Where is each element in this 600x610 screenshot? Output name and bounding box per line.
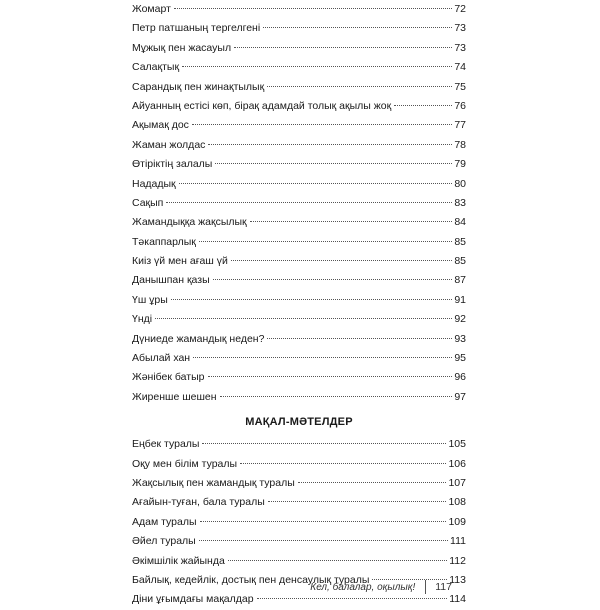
toc-entry-title: Өтіріктің залалы: [132, 158, 213, 171]
dot-leader: [250, 221, 453, 222]
running-footer-title: Кел, балалар, оқылық!: [310, 581, 416, 593]
toc-entry-title: Дүниеде жамандық неден?: [132, 332, 265, 345]
toc-entry-title: Әйел туралы: [132, 535, 196, 548]
dot-leader: [192, 124, 452, 125]
toc-entry-page: 106: [448, 457, 466, 470]
toc-entry-page: 105: [448, 438, 466, 451]
toc-entry-page: 93: [454, 332, 466, 345]
toc-entry: [132, 493, 466, 512]
toc-entry-page: 77: [454, 119, 466, 132]
toc-entry: [132, 155, 466, 174]
toc-entry-page: 113: [449, 573, 466, 586]
toc-entry-title: Данышпан қазы: [132, 274, 210, 287]
toc-entry: [132, 435, 466, 454]
dot-leader: [394, 105, 452, 106]
toc-entry: [132, 19, 466, 38]
toc-entry: [132, 213, 466, 232]
toc-entry-title: Айуанның естісі көп, бірақ адамдай толық ақылы жоқ: [132, 99, 392, 112]
toc-entry: [132, 252, 466, 271]
toc-entry-page: 109: [448, 515, 466, 528]
toc-entry: [132, 310, 466, 329]
toc-entry-title: Әкімшілік жайында: [132, 554, 225, 567]
toc-entry-page: 107: [448, 476, 466, 489]
toc-entry-title: Жиренше шешен: [132, 390, 217, 403]
toc-entry-page: 73: [454, 41, 466, 54]
toc-entry: [132, 271, 466, 290]
toc-entry: [132, 116, 466, 135]
toc-entry-title: Еңбек туралы: [132, 438, 200, 451]
dot-leader: [193, 357, 452, 358]
section-heading: МАҚАЛ-МӘТЕЛДЕР: [245, 416, 353, 429]
toc-entry-title: Жақсылық пен жамандық туралы: [132, 476, 295, 489]
toc-entry-page: 73: [454, 22, 466, 35]
toc-entry-page: 114: [449, 593, 466, 606]
dot-leader: [166, 202, 452, 203]
dot-leader: [215, 163, 452, 164]
toc-entry: [132, 513, 466, 532]
dot-leader: [199, 540, 448, 541]
dot-leader: [231, 260, 452, 261]
page-footer: [310, 579, 452, 595]
toc-entry: [132, 455, 466, 474]
toc-entry-page: 96: [454, 371, 466, 384]
toc-entry-title: Жаман жолдас: [132, 138, 206, 151]
dot-leader: [208, 144, 452, 145]
toc-entry: [132, 330, 466, 349]
dot-leader: [298, 482, 447, 483]
toc-entry-title: Киіз үй мен ағаш үй: [132, 255, 228, 268]
toc-entry-page: 91: [454, 293, 466, 306]
toc-entry-page: 84: [454, 216, 466, 229]
dot-leader: [182, 66, 452, 67]
toc-entry: [132, 291, 466, 310]
dot-leader: [228, 560, 447, 561]
toc-entry-title: Діни ұғымдағы мақалдар: [132, 593, 254, 606]
toc-entry-title: Оқу мен білім туралы: [132, 457, 238, 470]
toc-entry-title: Салақтық: [132, 61, 180, 74]
toc-entry-title: Абылай хан: [132, 352, 191, 365]
dot-leader: [202, 443, 446, 444]
toc-entry: [132, 136, 466, 155]
dot-leader: [174, 8, 452, 9]
toc-entry-page: 108: [448, 496, 466, 509]
toc-entry-title: Жамандыққа жақсылық: [132, 216, 247, 229]
toc-entry: [132, 388, 466, 407]
dot-leader: [200, 521, 447, 522]
toc-entry-page: 76: [454, 99, 466, 112]
toc-entry-title: Ақымақ дос: [132, 119, 189, 132]
toc-entry: [132, 233, 466, 252]
dot-leader: [179, 183, 453, 184]
toc-entry: [132, 194, 466, 213]
toc-entry: [132, 552, 466, 571]
toc-entry-page: 78: [454, 138, 466, 151]
dot-leader: [267, 338, 452, 339]
toc-entry-title: Үш ұры: [132, 293, 168, 306]
dot-leader: [257, 598, 448, 599]
dot-leader: [155, 318, 452, 319]
toc-entry-page: 83: [454, 196, 466, 209]
dot-leader: [268, 501, 447, 502]
dot-leader: [220, 396, 453, 397]
table-of-contents: [132, 0, 466, 610]
toc-entry-page: 95: [454, 352, 466, 365]
toc-entry-page: 87: [454, 274, 466, 287]
toc-entry-page: 111: [450, 535, 466, 548]
page-number: 117: [435, 581, 452, 593]
toc-entry-page: 72: [454, 3, 466, 15]
toc-entry-page: 75: [454, 80, 466, 93]
toc-entry-title: Байлық, кедейлік, достық пен денсаулық туралы: [132, 573, 370, 586]
toc-entry-title: Петр патшаның тергелгені: [132, 22, 261, 35]
toc-entry-page: 85: [454, 235, 466, 248]
dot-leader: [240, 463, 446, 464]
dot-leader: [213, 279, 453, 280]
toc-entry: [132, 474, 466, 493]
toc-entry-title: Адам туралы: [132, 515, 197, 528]
toc-entry-page: 85: [454, 255, 466, 268]
toc-entry: [132, 349, 466, 368]
toc-entry-page: 80: [454, 177, 466, 190]
toc-entry-title: Тәкаппарлық: [132, 235, 196, 248]
toc-entry-title: Сарандық пен жинақтылық: [132, 80, 265, 93]
toc-entry-page: 92: [454, 313, 466, 326]
dot-leader: [171, 299, 452, 300]
dot-leader: [263, 27, 452, 28]
toc-entry: [132, 175, 466, 194]
toc-entry-title: Жәнібек батыр: [132, 371, 205, 384]
toc-entry-page: 97: [454, 390, 466, 403]
footer-divider: [425, 580, 426, 594]
dot-leader: [267, 86, 452, 87]
toc-entry-title: Сақып: [132, 196, 164, 209]
toc-entry-page: 74: [454, 61, 466, 74]
toc-entry: [132, 78, 466, 97]
toc-entry-page: 112: [449, 554, 466, 567]
toc-entry: [132, 58, 466, 77]
toc-entry: [132, 532, 466, 551]
toc-entry-title: Үнді: [132, 313, 153, 326]
toc-entry: [132, 39, 466, 58]
dot-leader: [234, 47, 452, 48]
toc-entry-page: 79: [454, 158, 466, 171]
toc-entry: [132, 0, 466, 19]
toc-entry-title: Жомарт: [132, 3, 171, 15]
toc-entry-title: Ағайын-туған, бала туралы: [132, 496, 265, 509]
toc-entry-title: Нададық: [132, 177, 176, 190]
toc-section-stories: [132, 0, 466, 407]
toc-entry: [132, 368, 466, 387]
dot-leader: [199, 241, 452, 242]
toc-entry: [132, 97, 466, 116]
toc-entry-title: Мұжық пен жасауыл: [132, 41, 232, 54]
dot-leader: [208, 376, 453, 377]
